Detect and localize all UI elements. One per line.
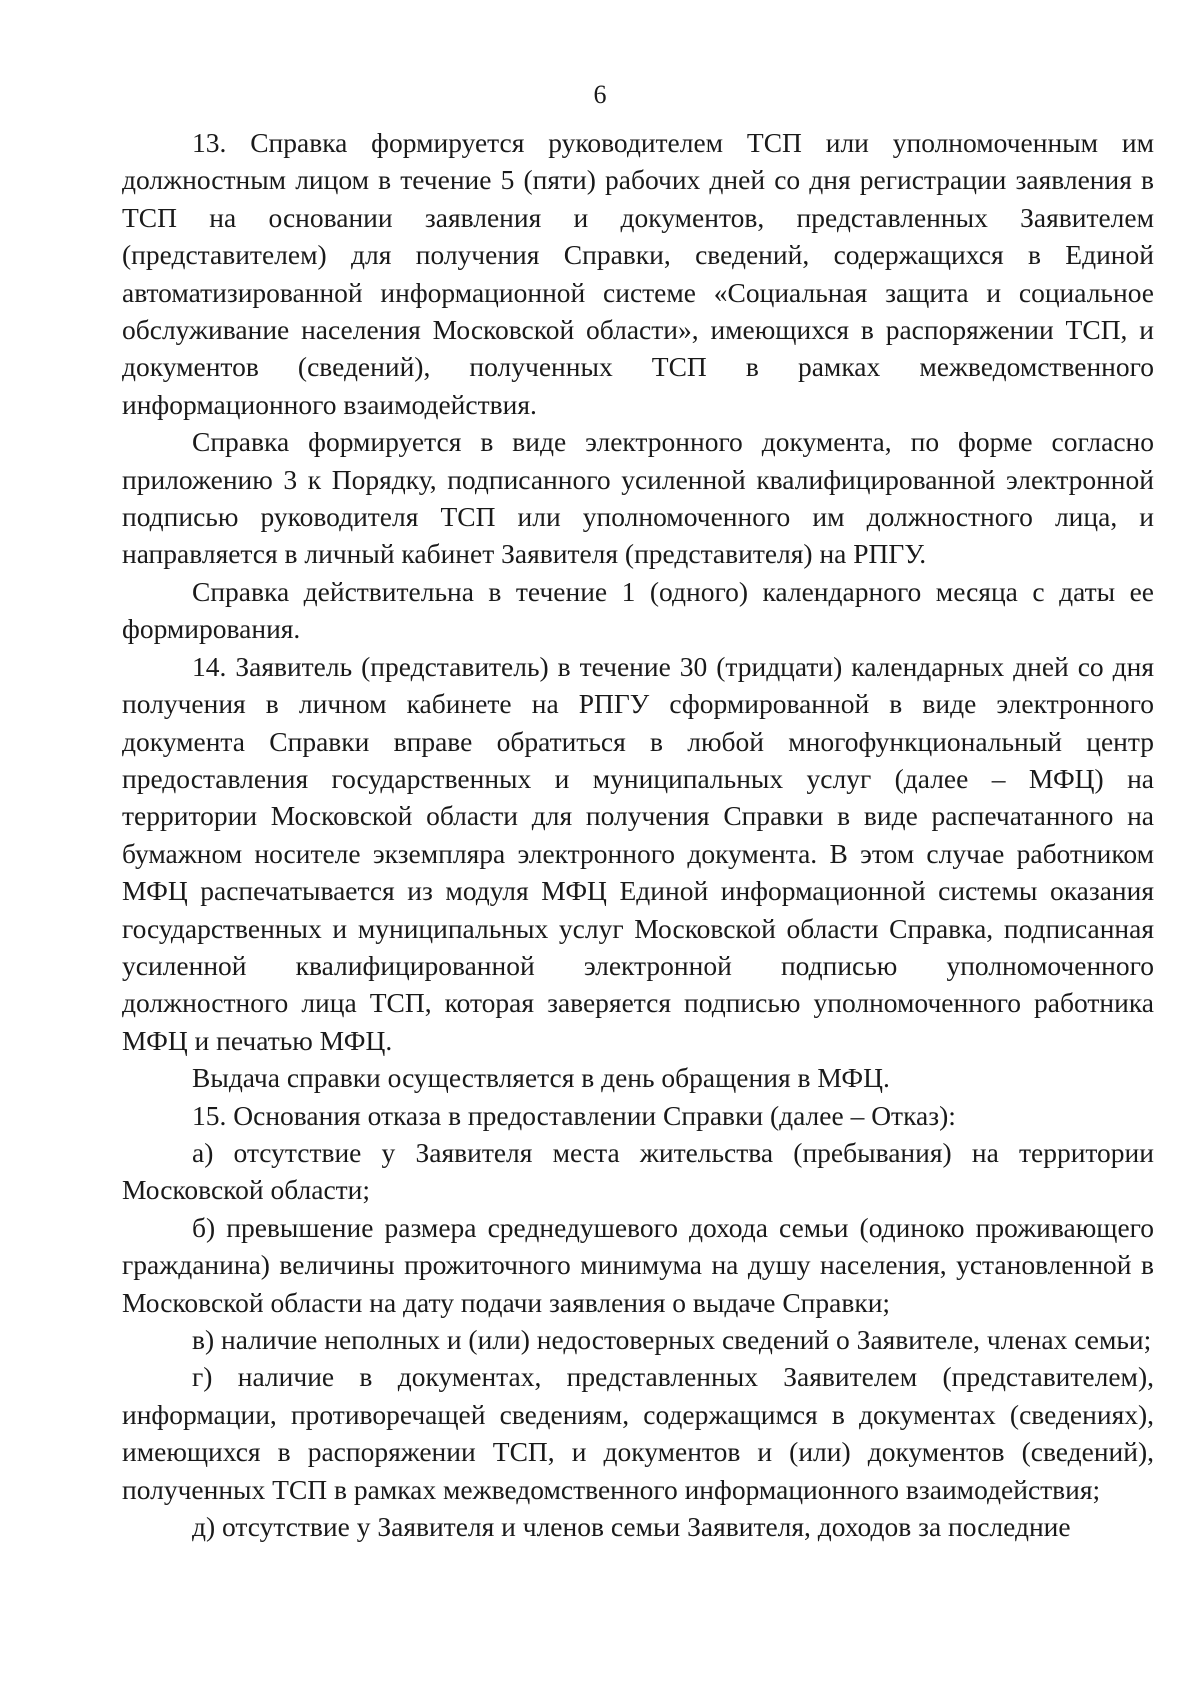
- document-body: [122, 124, 1154, 1545]
- list-item-v: в) наличие неполных и (или) недостоверных сведений о Заявителе, членах семьи;: [192, 1324, 1152, 1355]
- list-item-g: г) наличие в документах, представленных Заявителем (представителем), информации, противоречащей сведениям, содержащимся в документах (сведениях), имеющихся в распоряжении ТСП, и документов и (или) документов (сведений), полученных ТСП в рамках межведомственного информационного взаимодействия;: [122, 1361, 1154, 1505]
- page-number: 6: [593, 80, 607, 109]
- paragraph-13-reference-formation: 13. Справка формируется руководителем ТСП или уполномоченным им должностным лицом в течение 5 (пяти) рабочих дней со дня регистрации заявления в ТСП на основании заявления и документов, представленных Заявителем (представителем) для получения Справки, сведений, содержащихся в Единой автоматизированной информационной системе «Социальная защита и социальное обслуживание населения Московской области», имеющихся в распоряжении ТСП, и документов (сведений), полученных ТСП в рамках межведомственного информационного взаимодействия.: [122, 127, 1154, 420]
- list-item-d: д) отсутствие у Заявителя и членов семьи Заявителя, доходов за последние: [192, 1511, 1071, 1543]
- list-item-a: а) отсутствие у Заявителя места жительства (пребывания) на территории Московской области;: [122, 1136, 1154, 1206]
- paragraph-15-refusal-grounds: 15. Основания отказа в предоставлении Справки (далее – Отказ):: [192, 1099, 956, 1131]
- paragraph-reference-electronic-form: Справка формируется в виде электронного документа, по форме согласно приложению 3 к Порядку, подписанного усиленной квалифицированной электронной подписью руководителя ТСП или уполномоченного им должностного лица, и направляется в личный кабинет Заявителя (представителя) на РПГУ.: [122, 426, 1154, 570]
- paragraph-issue-day: Выдача справки осуществляется в день обращения в МФЦ.: [192, 1062, 890, 1094]
- paragraph-14-mfc-printout: 14. Заявитель (представитель) в течение 30 (тридцати) календарных дней со дня получения в личном кабинете на РПГУ сформированной в виде электронного документа Справки вправе обратиться в любой многофункциональный центр предоставления государственных и муниципальных услуг (далее – МФЦ) на территории Московской области для получения Справки в виде распечатанного на бумажном носителе экземпляра электронного документа. В этом случае работником МФЦ распечатывается из модуля МФЦ Единой информационной системы оказания государственных и муниципальных услуг Московской области Справка, подписанная усиленной квалифицированной электронной подписью уполномоченного должностного лица ТСП, которая заверяется подписью уполномоченного работника МФЦ и печатью МФЦ.: [122, 650, 1154, 1056]
- list-item-b: б) превышение размера среднедушевого дохода семьи (одиноко проживающего гражданина) величины прожиточного минимума на душу населения, установленной в Московской области на дату подачи заявления о выдаче Справки;: [122, 1211, 1154, 1318]
- paragraph-reference-validity: Справка действительна в течение 1 (одного) календарного месяца с даты ее формирования.: [122, 575, 1154, 645]
